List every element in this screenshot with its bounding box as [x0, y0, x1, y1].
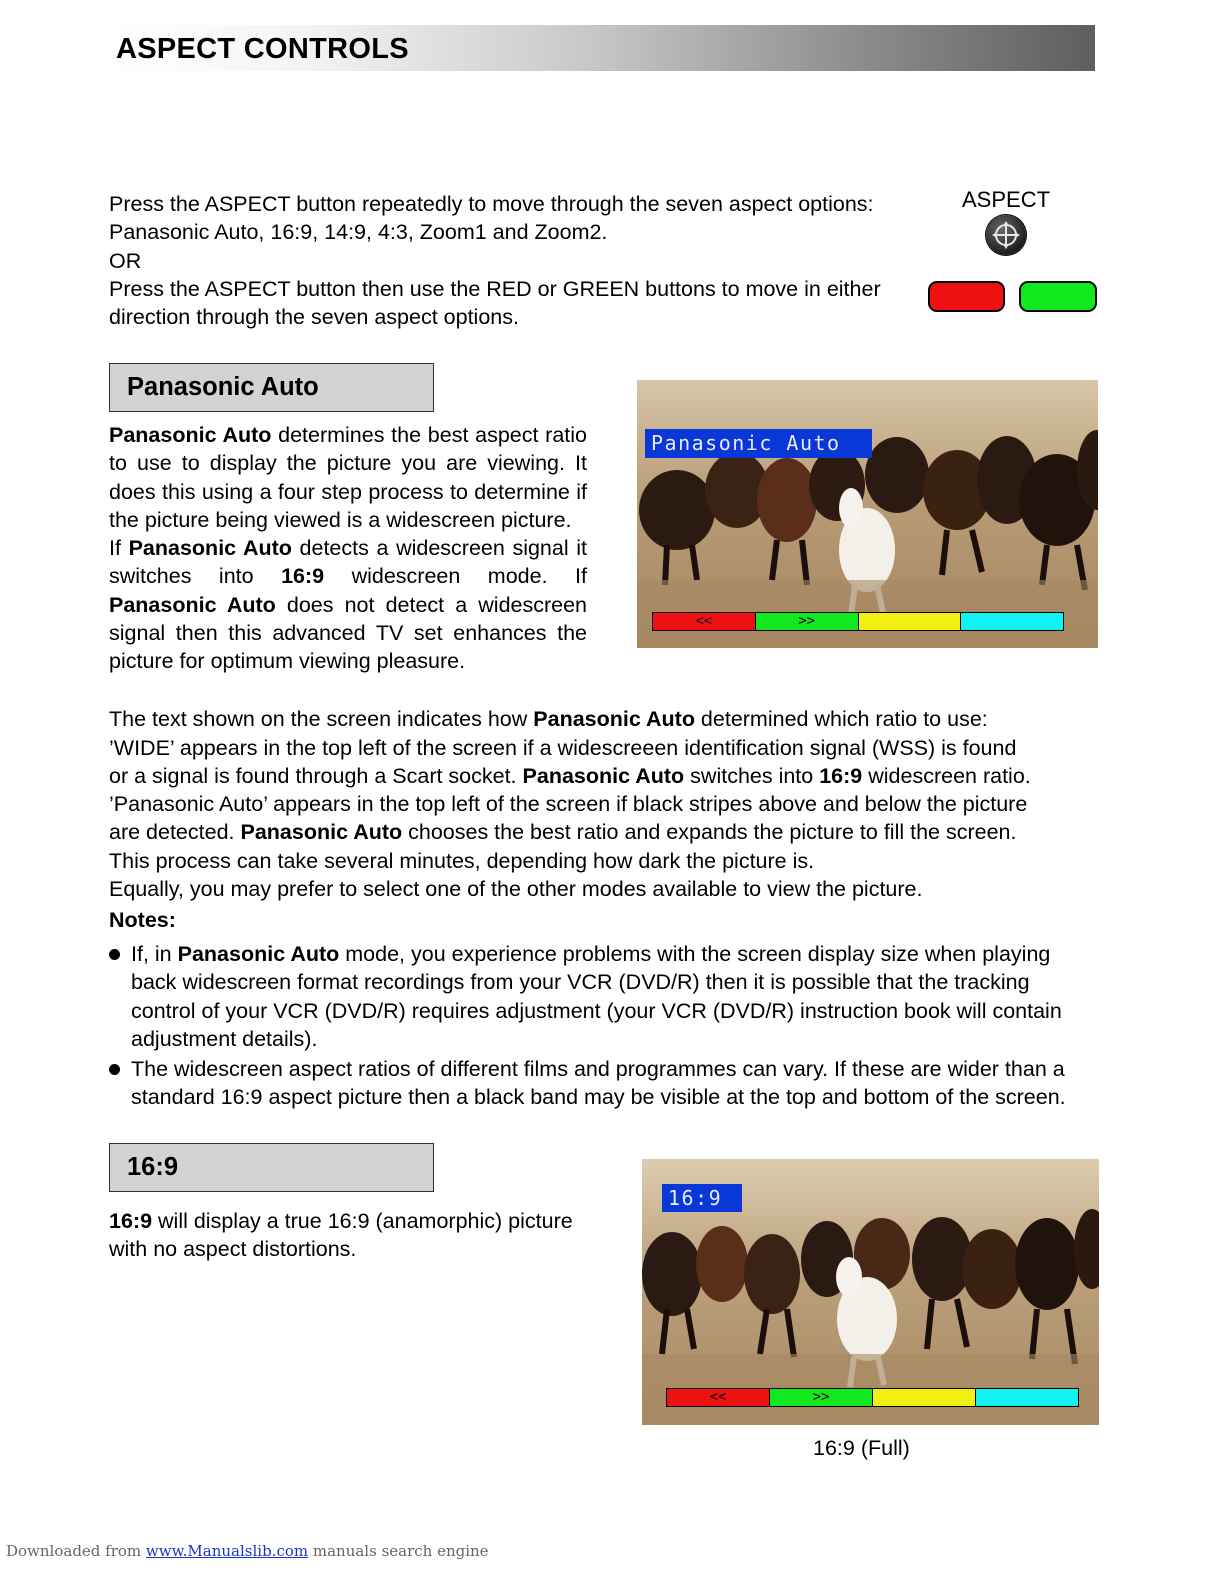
- note-item: [109, 1055, 1109, 1112]
- osd-mode-label: Panasonic Auto: [645, 429, 872, 458]
- osd-yellow-segment: [873, 1389, 976, 1406]
- paragraph: If Panasonic Auto detects a widescreen signal it switches into 16:9 widescreen mode. If Panasonic Auto does not detect a widescreen signal then this advanced TV set enhances the picture for optimum viewing pleasure.: [109, 536, 588, 674]
- osd-cyan-segment: [961, 613, 1063, 630]
- section-heading-panasonic-auto: Panasonic Auto: [109, 363, 434, 412]
- note-line: The widescreen aspect ratios of different films and programmes can vary. If these are wider than a: [131, 1057, 1065, 1081]
- text-line: are detected. Panasonic Auto chooses the best ratio and expands the picture to fill the screen.: [109, 820, 1017, 845]
- panasonic-auto-description: [109, 421, 587, 676]
- bullet-icon: [109, 1064, 120, 1075]
- text-line: Equally, you may prefer to select one of the other modes available to view the picture.: [109, 877, 923, 902]
- osd-green-segment: >>: [756, 613, 859, 630]
- text-line: This process can take several minutes, depending how dark the picture is.: [109, 848, 815, 873]
- text-line: The text shown on the screen indicates how Panasonic Auto determined which ratio to use:: [109, 707, 988, 732]
- notes-heading: Notes:: [109, 908, 176, 932]
- bullet-icon: [109, 949, 120, 960]
- note-line: adjustment details).: [131, 1026, 318, 1051]
- panasonic-auto-details: [109, 677, 1031, 903]
- footer: Downloaded from www.Manualslib.com manuals search engine: [6, 1542, 489, 1560]
- green-button-icon: [1019, 281, 1097, 312]
- aspect-button-icon: [986, 215, 1026, 255]
- intro-line: Panasonic Auto, 16:9, 14:9, 4:3, Zoom1 and Zoom2.: [109, 220, 608, 245]
- tv-screen-16-9: [642, 1159, 1099, 1425]
- note-line: If, in Panasonic Auto mode, you experience problems with the screen display size when playing: [131, 942, 1051, 966]
- section-heading-16-9: 16:9: [109, 1143, 434, 1192]
- mode-16-9-description: 16:9 will display a true 16:9 (anamorphic) picture with no aspect distortions.: [109, 1209, 573, 1262]
- osd-mode-label: 16:9: [662, 1184, 742, 1212]
- intro-line: direction through the seven aspect options.: [109, 305, 519, 330]
- intro-line: OR: [109, 248, 142, 273]
- osd-cyan-segment: [976, 1389, 1078, 1406]
- note-line: back widescreen format recordings from your VCR (DVD/R) then it is possible that the tracking: [131, 970, 1030, 995]
- manualslib-link[interactable]: www.Manualslib.com: [145, 1542, 309, 1560]
- osd-color-bar: [666, 1388, 1079, 1407]
- horses-photo: [637, 380, 1098, 648]
- intro-line: Press the ASPECT button repeatedly to move through the seven aspect options:: [109, 192, 874, 216]
- paragraph: Panasonic Auto determines the best aspect ratio to use to display the picture you are viewing. It does this using a four step process to determine if the picture being viewed is a widescreen picture.: [109, 423, 587, 532]
- text-line: ’Panasonic Auto’ appears in the top left of the screen if black stripes above and below the picture: [109, 792, 1028, 817]
- note-item: [109, 940, 1109, 1053]
- red-button-icon: [928, 281, 1005, 312]
- note-line: standard 16:9 aspect picture then a black band may be visible at the top and bottom of the screen.: [131, 1085, 1066, 1110]
- page-title: ASPECT CONTROLS: [116, 33, 409, 65]
- osd-yellow-segment: [859, 613, 962, 630]
- osd-color-bar: [652, 612, 1064, 631]
- osd-red-segment: <<: [653, 613, 756, 630]
- intro-text: [109, 190, 909, 331]
- text-line: or a signal is found through a Scart socket. Panasonic Auto switches into 16:9 widescreen ratio.: [109, 763, 1031, 788]
- osd-red-segment: <<: [667, 1389, 770, 1406]
- tv-screen-panasonic-auto: [637, 380, 1098, 648]
- text-line: ’WIDE’ appears in the top left of the screen if a widescreeen identification signal (WSS) is found: [109, 735, 1017, 760]
- note-line: control of your VCR (DVD/R) requires adjustment (your VCR (DVD/R) instruction book will contain: [131, 998, 1062, 1023]
- aspect-button-label: ASPECT: [962, 187, 1051, 212]
- figure-caption: 16:9 (Full): [813, 1436, 910, 1460]
- osd-green-segment: >>: [770, 1389, 873, 1406]
- intro-line: Press the ASPECT button then use the RED or GREEN buttons to move in either: [109, 276, 881, 301]
